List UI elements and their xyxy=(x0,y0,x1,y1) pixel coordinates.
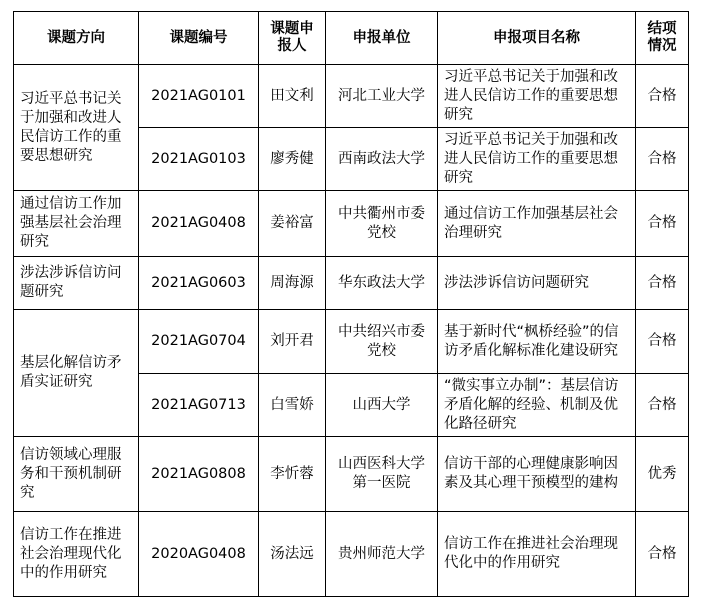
table-row xyxy=(14,512,689,597)
project-cell: 信访工作在推进社会治理现代化中的作用研究 xyxy=(438,512,636,597)
header-applicant: 课题申报人 xyxy=(259,12,326,65)
code-cell: 2021AG0713 xyxy=(139,374,259,437)
result-cell: 合格 xyxy=(636,191,689,257)
code-cell: 2020AG0408 xyxy=(139,512,259,597)
unit-cell: 华东政法大学 xyxy=(326,257,438,310)
result-cell: 合格 xyxy=(636,512,689,597)
header-unit: 申报单位 xyxy=(326,12,438,65)
unit-cell: 山西医科大学第一医院 xyxy=(326,437,438,512)
header-result: 结项情况 xyxy=(636,12,689,65)
applicant-cell: 周海源 xyxy=(259,257,326,310)
code-cell: 2021AG0408 xyxy=(139,191,259,257)
unit-cell: 河北工业大学 xyxy=(326,65,438,128)
applicant-cell: 廖秀健 xyxy=(259,128,326,191)
direction-cell: 习近平总书记关于加强和改进人民信访工作的重要思想研究 xyxy=(14,65,139,191)
result-cell: 合格 xyxy=(636,257,689,310)
direction-cell: 基层化解信访矛盾实证研究 xyxy=(14,310,139,437)
code-cell: 2021AG0704 xyxy=(139,310,259,374)
applicant-cell: 姜裕富 xyxy=(259,191,326,257)
header-row xyxy=(14,12,689,65)
direction-cell: 信访领域心理服务和干预机制研究 xyxy=(14,437,139,512)
project-cell: 基于新时代“枫桥经验”的信访矛盾化解标准化建设研究 xyxy=(438,310,636,374)
unit-cell: 山西大学 xyxy=(326,374,438,437)
unit-cell: 中共绍兴市委党校 xyxy=(326,310,438,374)
unit-cell: 中共衢州市委党校 xyxy=(326,191,438,257)
table-row xyxy=(14,65,689,128)
project-cell: 涉法涉诉信访问题研究 xyxy=(438,257,636,310)
project-cell: 习近平总书记关于加强和改进人民信访工作的重要思想研究 xyxy=(438,65,636,128)
table-row xyxy=(14,191,689,257)
project-cell: “微实事立办制”：基层信访矛盾化解的经验、机制及优化路径研究 xyxy=(438,374,636,437)
header-project: 申报项目名称 xyxy=(438,12,636,65)
unit-cell: 西南政法大学 xyxy=(326,128,438,191)
project-cell: 信访干部的心理健康影响因素及其心理干预模型的建构 xyxy=(438,437,636,512)
result-cell: 合格 xyxy=(636,65,689,128)
code-cell: 2021AG0808 xyxy=(139,437,259,512)
direction-cell: 通过信访工作加强基层社会治理研究 xyxy=(14,191,139,257)
result-cell: 合格 xyxy=(636,374,689,437)
applicant-cell: 李忻蓉 xyxy=(259,437,326,512)
applicant-cell: 白雪娇 xyxy=(259,374,326,437)
applicant-cell: 刘开君 xyxy=(259,310,326,374)
direction-cell: 信访工作在推进社会治理现代化中的作用研究 xyxy=(14,512,139,597)
code-cell: 2021AG0103 xyxy=(139,128,259,191)
result-cell: 合格 xyxy=(636,128,689,191)
applicant-cell: 田文利 xyxy=(259,65,326,128)
table-row xyxy=(14,257,689,310)
table-row xyxy=(14,310,689,374)
code-cell: 2021AG0101 xyxy=(139,65,259,128)
project-cell: 通过信访工作加强基层社会治理研究 xyxy=(438,191,636,257)
direction-cell: 涉法涉诉信访问题研究 xyxy=(14,257,139,310)
results-table xyxy=(13,11,689,597)
applicant-cell: 汤法远 xyxy=(259,512,326,597)
table-row xyxy=(14,437,689,512)
header-code: 课题编号 xyxy=(139,12,259,65)
unit-cell: 贵州师范大学 xyxy=(326,512,438,597)
result-cell: 合格 xyxy=(636,310,689,374)
header-direction: 课题方向 xyxy=(14,12,139,65)
result-cell: 优秀 xyxy=(636,437,689,512)
project-cell: 习近平总书记关于加强和改进人民信访工作的重要思想研究 xyxy=(438,128,636,191)
code-cell: 2021AG0603 xyxy=(139,257,259,310)
